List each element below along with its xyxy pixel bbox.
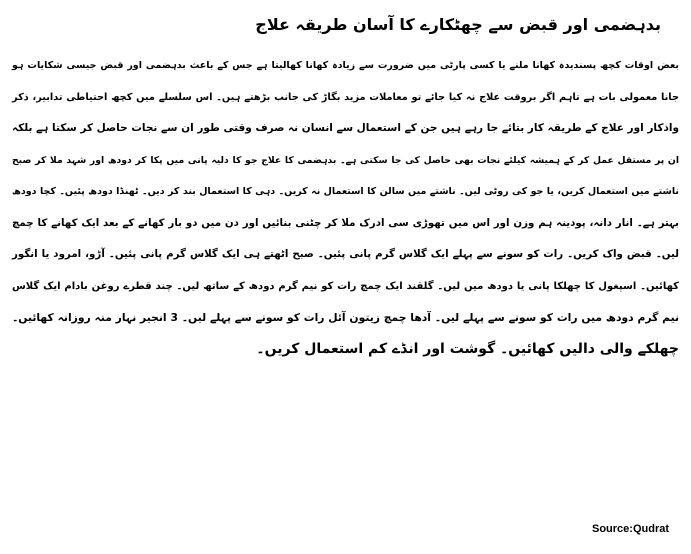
article-body-line: جانا معمولی بات ہے تاہم اگر بروقت علاج نہ کیا جائے تو معاملات مزید بگاڑ کی جانب بڑھتے ہیں۔ اس سلسلے میں کچھ احتیاطی تدابیر، ذکر	[12, 91, 679, 103]
source-credit: Source:Qudrat	[592, 523, 670, 535]
article-body-line: ناشتے میں استعمال کریں، یا جو کی روٹی لیں۔ ناشتے میں سالن کا استعمال نہ کریں۔ دہی کا استعمال بند کر دیں۔ ٹھنڈا دودھ پئیں۔ کچا دودھ	[12, 186, 679, 197]
article-title: بدہضمی اور قبض سے چھٹکارے کا آسان طریقہ علاج	[255, 15, 661, 34]
article-body-line: واذکار اور علاج کے طریقہ کار بتائے جا رہے ہیں جن کے استعمال سے انسان نہ صرف وقتی طور ان سے نجات حاصل کر سکتا ہے بلکہ	[11, 122, 679, 134]
article-body-line: کھائیں۔ اسپغول کا چھلکا پانی یا دودھ میں لیں۔ گلقند ایک چمچ رات کو نیم گرم دودھ کے ساتھ لیں۔ چند قطرے روغن بادام ایک گلاس	[12, 280, 679, 292]
article-body-line: چھلکے والی دالیں کھائیں۔ گوشت اور انڈے کم استعمال کریں۔	[256, 340, 679, 357]
article-body-line: بعض اوقات کچھ پسندیدہ کھانا ملنے یا کسی پارٹی میں ضرورت سے زیادہ کھانا کھالیتا ہے جس کے باعث بدہضمی اور قبض جیسی شکایات ہو	[12, 60, 679, 71]
article-body-line: بہتر ہے۔ انار دانہ، پودینہ ہم وزن اور اس میں تھوڑی سی ادرک ملا کر چٹنی بنائیں اور دن میں دو بار کھانے کے بعد ایک کھانے کا چمچ	[12, 216, 679, 229]
article-body	[12, 50, 679, 365]
article-body-line: لیں۔ قبض واک کریں۔ رات کو سونے سے پہلے ایک گلاس گرم پانی پئیں۔ صبح اٹھتے ہی ایک گلاس گرم پانی پئیں۔ آڑو، امرود یا انگور	[12, 248, 679, 260]
article-body-line: ان پر مستقل عمل کر کے ہمیشہ کیلئے نجات بھی حاصل کی جا سکتی ہے۔ بدہضمی کا علاج جو کا دلیہ پانی میں پکا کر دودھ اور شہد ملا کر صبح	[12, 154, 679, 166]
article-body-line: نیم گرم دودھ میں رات کو سونے سے پہلے لیں۔ آدھا چمچ زیتون آئل رات کو سونے سے پہلے لیں۔ 3 انجیر نہار منہ روزانہ کھائیں۔	[12, 311, 680, 324]
